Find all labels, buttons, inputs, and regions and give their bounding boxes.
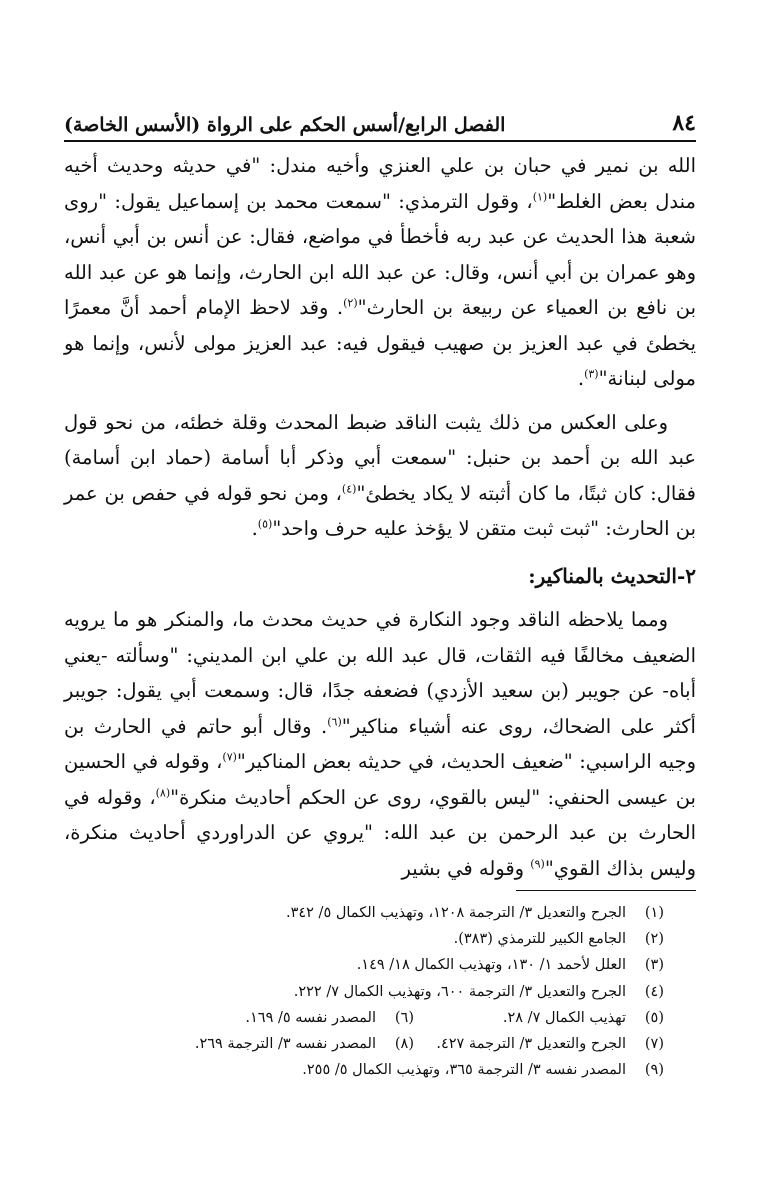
paragraph (64, 405, 696, 547)
footnote-ref: (٣) (584, 367, 599, 381)
footnote-number: (٣) (644, 957, 664, 974)
footnote-ref: (٧) (222, 750, 237, 764)
footnote-text: المصدر نفسه ٣/ الترجمة ٣٦٥، وتهذيب الكمال ٥/ ٢٥٥. (302, 1062, 626, 1079)
footnote-text: الجرح والتعديل ٣/ الترجمة ٦٠٠، وتهذيب الكمال ٧/ ٢٢٢. (293, 983, 626, 1000)
footnote-text: الجرح والتعديل ٣/ الترجمة ٤٢٧. (436, 1036, 626, 1053)
paragraph-text: ، وقول الترمذي: "سمعت محمد بن إسماعيل يقول: "روى شعبة هذا الحديث عن عبد ربه فأخطأ في مواضع، فقال: عن أنس بن أبي أنس، وهو عمران بن أبي أنس، وقال: عن عبد الله ابن الحارث، وإنما هو عن عبد الله بن نافع بن العمياء عن ربيعة بن الحارث" (64, 189, 696, 319)
footnote-ref: (٢) (343, 296, 358, 310)
paragraph-text: الله بن نمير في حبان بن علي العنزي وأخيه مندل: "في حديثه وحديث أخيه مندل بعض الغلط" (64, 154, 696, 213)
footnote-text: تهذيب الكمال ٧/ ٢٨. (502, 1009, 626, 1026)
footnote (414, 1031, 664, 1057)
footnote (64, 900, 664, 926)
footnote-text: المصدر نفسه ٣/ الترجمة ٢٦٩. (194, 1036, 376, 1053)
footnote-ref: (٨) (155, 786, 171, 799)
footnote-number: (٨) (394, 1036, 414, 1053)
paragraph-text: . (577, 367, 585, 390)
paragraph-text: . وقد لاحظ الإمام أحمد أنَّ معمرًا يخطئ في عبد العزيز بن صهيب فيقول فيه: عبد العزيز مولى لأنس، وإنما هو مولى لبنانة" (64, 296, 696, 390)
footnote-number: (٦) (394, 1009, 414, 1026)
footnote (64, 1057, 664, 1083)
footnote-number: (٥) (644, 1009, 664, 1026)
footnote (64, 952, 664, 978)
paragraph-text: ، وقوله في الحارث بن عبد الرحمن بن عبد الله: "يروي عن الدراوردي أحاديث منكرة، وليس بذاك القوي" (64, 785, 696, 880)
footnote-number: (٢) (644, 931, 664, 948)
paragraph (64, 602, 696, 886)
footnote (414, 1005, 664, 1031)
footnote (64, 979, 664, 1005)
footnote-ref: (٥) (257, 517, 273, 531)
footnote-number: (٩) (644, 1062, 664, 1079)
page-number: ٨٤ (672, 110, 696, 136)
footnote-number: (٧) (644, 1036, 664, 1053)
footnote (164, 1005, 414, 1031)
section-heading: ٢-التحديث بالمناكير: (528, 563, 696, 588)
paragraph-text: وعلى العكس من ذلك يثبت الناقد ضبط المحدث وقلة خطئه، من نحو قول عبد الله بن أحمد بن حنبل: "سمعت أبي وذكر أبا أسامة (حماد ابن أسامة) فقال: كان ثبتًا، ما كان أثبته لا يكاد يخطئ" (64, 410, 696, 505)
paragraph-text: . (251, 517, 258, 540)
main-text (64, 148, 696, 886)
paragraph (64, 148, 696, 397)
footnote (164, 1031, 414, 1057)
paragraph-text: . وقال أبو حاتم في الحارث بن وجيه الراسبي: "ضعيف الحديث، في حديثه بعض المناكير" (64, 714, 696, 773)
footnotes (64, 900, 664, 1083)
paragraph-text: وقوله في بشير (401, 856, 531, 880)
footnote (64, 926, 664, 952)
footnote-text: العلل لأحمد ١/ ١٣٠، وتهذيب الكمال ١٨/ ١٤٩. (356, 957, 626, 974)
footnote-ref: (٩) (530, 857, 545, 870)
footnote-text: المصدر نفسه ٥/ ١٦٩. (245, 1009, 376, 1026)
footnote-row (64, 1005, 664, 1031)
footnote-row (64, 1031, 664, 1057)
footnote-number: (١) (644, 905, 664, 921)
footnote-divider (516, 890, 696, 891)
paragraph-text: ، وقوله في الحسين بن عيسى الحنفي: "ليس بالقوي، روى عن الحكم أحاديث منكرة" (64, 750, 696, 809)
footnote-ref: (٦) (327, 715, 342, 728)
page-header (64, 100, 696, 142)
footnote-ref: (١) (532, 190, 548, 203)
footnote-text: الجامع الكبير للترمذي (٣٨٣). (453, 931, 626, 948)
footnote-number: (٤) (644, 983, 664, 1000)
running-title: الفصل الرابع/أسس الحكم على الرواة (الأسس الخاصة) (64, 114, 506, 136)
footnote-text: الجرح والتعديل ٣/ الترجمة ١٢٠٨، وتهذيب الكمال ٥/ ٣٤٢. (285, 905, 626, 921)
paragraph-text: ومما يلاحظه الناقد وجود النكارة في حديث محدث ما، والمنكر هو ما يرويه الضعيف مخالفًا فيه الثقات، قال عبد الله بن علي ابن المديني: "وسألته -يعني أباه- عن جويبر (بن سعيد الأزدي) فضعفه جدًا، قال: وسمعت أبي يقول: جويبر أكثر على الضحاك، روى عنه أشياء مناكير" (64, 608, 696, 738)
footnote-ref: (٤) (341, 482, 357, 495)
paragraph-text: ، ومن نحو قوله في حفص بن عمر بن الحارث: "ثبت ثبت متقن لا يؤخذ عليه حرف واحد" (64, 481, 696, 540)
